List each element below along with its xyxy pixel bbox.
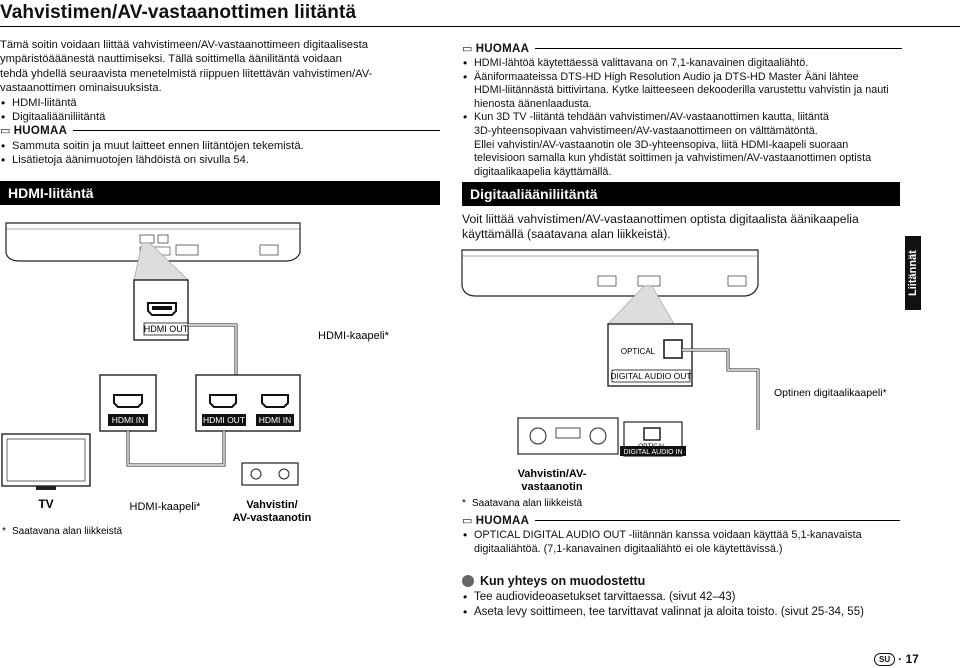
note-left [0, 124, 440, 168]
note-item: • Sammuta soitin ja muut laitteet ennen liitäntöjen tekemistä. [0, 139, 440, 153]
tv-hdmi-in-label: HDMI IN [111, 415, 145, 425]
amp-label: Vahvistin/AV- [517, 468, 587, 480]
tv-icon [2, 434, 90, 490]
digital-intro-line: käyttämällä (saatavana alan liikkeistä). [462, 227, 671, 241]
note-line: • Ääniformaateissa DTS-HD High Resolution Audio ja DTS-HD Master Ääni lähtee [474, 70, 859, 83]
circle-bullet-icon [462, 575, 474, 587]
option-item: • HDMI-liitäntä [0, 96, 440, 110]
note-item [462, 529, 900, 556]
hdmi-port-icon [210, 395, 236, 407]
amp-digital-in-label: DIGITAL AUDIO IN [623, 449, 683, 456]
amp-label: vastaanotin [521, 481, 583, 493]
intro-line: vastaanottimen ominaisuuksista. [0, 82, 162, 95]
digital-intro-line: Voit liittää vahvistimen/AV-vastaanottimen optista digitaalista äänikaapelia [462, 212, 859, 226]
side-tab: Liitännät [905, 236, 921, 310]
note-heading-text: HUOMAA [475, 514, 530, 527]
note-right [462, 42, 902, 179]
cable-label-bottom: HDMI-kaapeli* [129, 501, 201, 513]
amp-hdmi-out-label: HDMI OUT [202, 415, 246, 425]
page-number-text: · 17 [898, 652, 919, 666]
optical-label: OPTICAL [620, 347, 656, 356]
optical-cable-label: Optinen digitaalikaapeli* [774, 387, 887, 399]
intro-paragraph [0, 38, 440, 124]
player-device-icon [462, 250, 758, 296]
tv-label: TV [38, 497, 54, 511]
intro-line: Tämä soitin voidaan liittää vahvistimeen/AV-vastaanottimeen digitaalisesta [0, 39, 368, 51]
note-line: digitaaliähtöä. (7,1-kanavainen digitaaliähtö ei ole käytettävissä.) [474, 542, 783, 555]
optical-port-icon [664, 340, 682, 358]
note-line: digitaalikaapelia käyttämällä. [474, 165, 612, 178]
after-connect-title: Kun yhteys on muodostettu [480, 574, 646, 588]
hdmi-port-icon [262, 395, 288, 407]
note-rule [535, 48, 902, 49]
footnote-mark: * [462, 498, 466, 509]
digital-diagram [458, 240, 898, 510]
after-connect-item: • Aseta levy soittimeen, tee tarvittavat valinnat ja aloita toisto. (sivut 25-34, 55) [462, 605, 900, 620]
player-digital-out-label: DIGITAL AUDIO OUT [610, 371, 692, 381]
note-line: hienosta äänenlaadusta. [474, 97, 592, 110]
hdmi-port-icon [114, 395, 142, 407]
footnote-text: Saatavana alan liikkeistä [12, 526, 123, 537]
note-line: HDMI-liitännästä bittivirtana. Kytke laitteeseen dekooderilla varustettu vahvistin ja nauti [474, 84, 889, 97]
note-heading [0, 124, 440, 137]
amp-device-icon [242, 463, 298, 485]
page-title: Vahvistimen/AV-vastaanottimen liitäntä [0, 2, 357, 23]
digital-section-heading: Digitaaliääniliitäntä [462, 182, 900, 206]
intro-line: ympäristöääänestä nauttimiseksi. Tällä soittimella äänilitäntä voidaan [0, 53, 342, 66]
language-badge: SU [874, 653, 895, 666]
footnote-mark: * [2, 526, 6, 537]
player-hdmi-out-label: HDMI OUT [143, 324, 189, 334]
note-icon: ▭ [0, 125, 11, 137]
note-heading [462, 42, 902, 55]
note-icon: ▭ [462, 515, 473, 527]
note-line: Ellei vahvistin/AV-vastaanotin ole 3D-yhteensopiva, liitä HDMI-kaapeli suoraan [474, 138, 849, 151]
digital-intro [462, 212, 900, 242]
note-item [462, 57, 902, 71]
note-item [462, 71, 902, 112]
hdmi-diagram [0, 205, 460, 540]
option-item: • Digitaaliääniliitäntä [0, 110, 440, 124]
note-line: 3D-yhteensopivaan vahvistimeen/AV-vastaanottimeen on välttämätöntä. [474, 124, 818, 137]
note-bottom [462, 514, 900, 556]
note-item: • Lisätietoja äänimuotojen lähdöistä on sivulla 54. [0, 153, 440, 167]
cable-label-top: HDMI-kaapeli* [318, 330, 389, 342]
note-icon: ▭ [462, 43, 473, 55]
title-rule [0, 26, 960, 27]
amp-label: Vahvistin/ [246, 499, 298, 511]
amp-device-icon [518, 418, 618, 454]
note-rule [535, 520, 900, 521]
page-number [874, 652, 919, 666]
footnote-text: Saatavana alan liikkeistä [472, 498, 583, 509]
note-line: • OPTICAL DIGITAL AUDIO OUT -liitännän kanssa voidaan käyttää 5,1-kanavaista [474, 529, 862, 541]
note-heading-text: HUOMAA [475, 42, 530, 55]
intro-line: tehdä yhdellä seuraavista menetelmistä riippuen liitettävän vahvistimen/AV- [0, 67, 373, 80]
hdmi-port-icon [148, 303, 176, 315]
note-line: • Kun 3D TV -liitäntä tehdään vahvistimen/AV-vastaanottimen kautta, liitäntä [474, 111, 829, 124]
note-line: • HDMI-lähtöä käytettäessä valittavana on 7,1-kanavainen digitaaliähtö. [474, 57, 809, 69]
note-heading [462, 514, 900, 527]
amp-label: AV-vastaanotin [232, 512, 312, 524]
note-rule [73, 130, 440, 131]
note-item [462, 111, 902, 179]
after-connect-heading [462, 574, 900, 588]
amp-hdmi-in-label: HDMI IN [258, 415, 292, 425]
after-connect [462, 574, 900, 620]
note-heading-text: HUOMAA [13, 124, 68, 137]
after-connect-item: • Tee audiovideoasetukset tarvittaessa. (sivut 42–43) [462, 590, 900, 605]
hdmi-section-heading: HDMI-liitäntä [0, 181, 440, 205]
note-line: televisioon samalla kun yhdistät soittimen ja vahvistimen/AV-vastaanottimen optista [474, 152, 872, 165]
optical-port-icon [644, 428, 660, 440]
